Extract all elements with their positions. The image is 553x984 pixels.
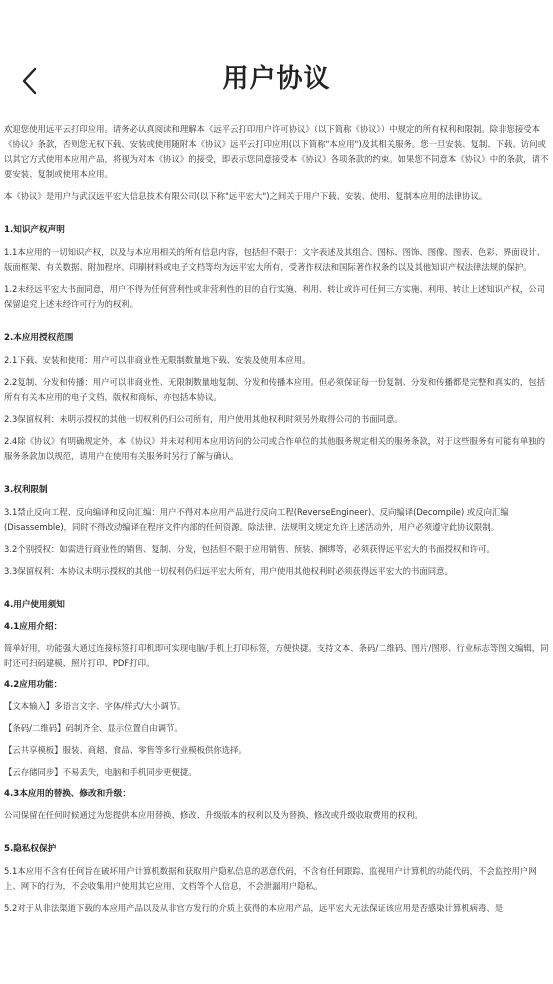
section-heading-usage-notice: 4.用户使用须知 (4, 600, 65, 610)
intro-paragraph: 本《协议》是用户与武汉远平宏大信息技术有限公司(以下称"远平宏大")之间关于用户下载、安装、使用、复制本应用的法律协议。 (4, 191, 488, 201)
feature-item: 【文本输入】多语言文字、字体/样式/大小调节。 (4, 701, 186, 711)
subsection-paragraph: 公司保留在任何时候通过为您提供本应用替换、修改、升级版本的权利以及为替换、修改或升级收取费用的权利。 (4, 810, 423, 820)
agreement-content (0, 108, 553, 916)
page-title: 用户协议 (222, 63, 331, 94)
section-heading-license-scope: 2.本应用授权范围 (4, 333, 74, 343)
subsection-heading-features: 4.2应用功能： (4, 680, 63, 690)
section-heading-privacy: 5.隐私权保护 (4, 844, 57, 854)
section-heading-restrictions: 3.权利限制 (4, 485, 48, 495)
section-paragraph: 2.4除《协议》有明确规定外，本《协议》并未对利用本应用访问的公司或合作单位的其他服务规定相关的服务条款，对于这些服务有可能有单独的服务条款加以规范，请用户在使用有关服务时另行了解与确认。 (4, 436, 545, 461)
subsection-heading-intro: 4.1应用介绍： (4, 622, 63, 632)
section-paragraph: 1.2未经远平宏大书面同意，用户不得为任何营利性或非营利性的目的自行实施、利用、转让或许可任何三方实施、利用、转让上述知识产权，公司保留追究上述未经许可行为的权利。 (4, 284, 545, 309)
back-button[interactable] (14, 64, 44, 98)
header-bar (0, 0, 553, 108)
section-paragraph: 5.2对于从非法渠道下载的本应用产品以及从非官方发行的介质上获得的本应用产品，远平宏大无法保证该应用是否感染计算机病毒、是 (4, 903, 504, 913)
feature-item: 【云共享模板】服装、商超、食品、零售等多行业模板供你选择。 (4, 745, 247, 755)
feature-item: 【条码/二维码】码制齐全、显示位置自由调节。 (4, 723, 183, 733)
section-paragraph: 1.1本应用的一切知识产权，以及与本应用相关的所有信息内容，包括但不限于：文字表述及其组合、图标、图饰、图像、图表、色彩、界面设计、版面框架、有关数据、附加程序、印刷材料或电子文档等均为远平宏大所有，受著作权法和国际著作权条约以及其他知识产权法律法规的保护。 (4, 247, 545, 272)
section-paragraph: 3.1禁止反向工程、反向编译和反向汇编：用户不得对本应用产品进行反向工程(ReverseEngineer)、反向编译(Decompile) 或反向汇编(Disassemble)，同时不得改动编译在程序文件内部的任何资源。除法律、法规明文规定允许上述活动外，用户必须遵守此协议限制。 (4, 507, 509, 532)
section-paragraph: 3.3保留权利：本协议未明示授权的其他一切权利仍归远平宏大所有，用户使用其他权利时必须获得远平宏大的书面同意。 (4, 566, 453, 576)
chevron-left-icon (21, 67, 37, 95)
feature-item: 【云存储同步】不易丢失，电脑和手机同步更便捷。 (4, 767, 197, 777)
subsection-paragraph: 简单好用，功能强大通过连接标签打印机即可实现电脑/手机上打印标签，方便快捷。支持文本、条码/二维码、图片/图形、行业标志等图文编辑，同时还可扫码建模、照片打印、PDF打印。 (4, 643, 549, 668)
section-paragraph: 3.2个别授权：如需进行商业性的销售、复制、分发，包括但不限于应用销售、预装、捆绑等，必须获得远平宏大的书面授权和许可。 (4, 544, 495, 554)
intro-paragraph: 欢迎您使用远平云打印应用。请务必认真阅读和理解本《远平云打印用户许可协议》（以下简称《协议》）中规定的所有权利和限制。除非您接受本《协议》条款，否则您无权下载、安装或使用随附本《协议》远平云打印应用(以下简称"本应用")及其相关服务。您一旦安装、复制、下载、访问或以其它方式使用本应用产品，将视为对本《协议》的接受，即表示您同意接受本《协议》各项条款的约束。如果您不同意本《协议》中的条款，请不要安装、复制或使用本应用。 (4, 124, 549, 179)
section-heading-ip: 1.知识产权声明 (4, 225, 65, 235)
subsection-heading-upgrade: 4.3本应用的替换、修改和升级： (4, 789, 131, 799)
section-paragraph: 2.1下载、安装和使用：用户可以非商业性无限制数量地下载、安装及使用本应用。 (4, 355, 311, 365)
section-paragraph: 2.2复制、分发和传播：用户可以非商业性、无限制数量地复制、分发和传播本应用。但必须保证每一份复制、分发和传播都是完整和真实的，包括所有有关本应用的电子文档，版权和商标，亦包括本协议。 (4, 377, 545, 402)
section-paragraph: 2.3保留权利：未明示授权的其他一切权利仍归公司所有，用户使用其他权利时须另外取得公司的书面同意。 (4, 414, 403, 424)
section-paragraph: 5.1本应用不含有任何旨在破坏用户计算机数据和获取用户隐私信息的恶意代码，不含有任何跟踪、监视用户计算机的功能代码，不会监控用户网上、网下的行为，不会收集用户使用其它应用、文档等个人信息，不会泄漏用户隐私。 (4, 866, 537, 891)
